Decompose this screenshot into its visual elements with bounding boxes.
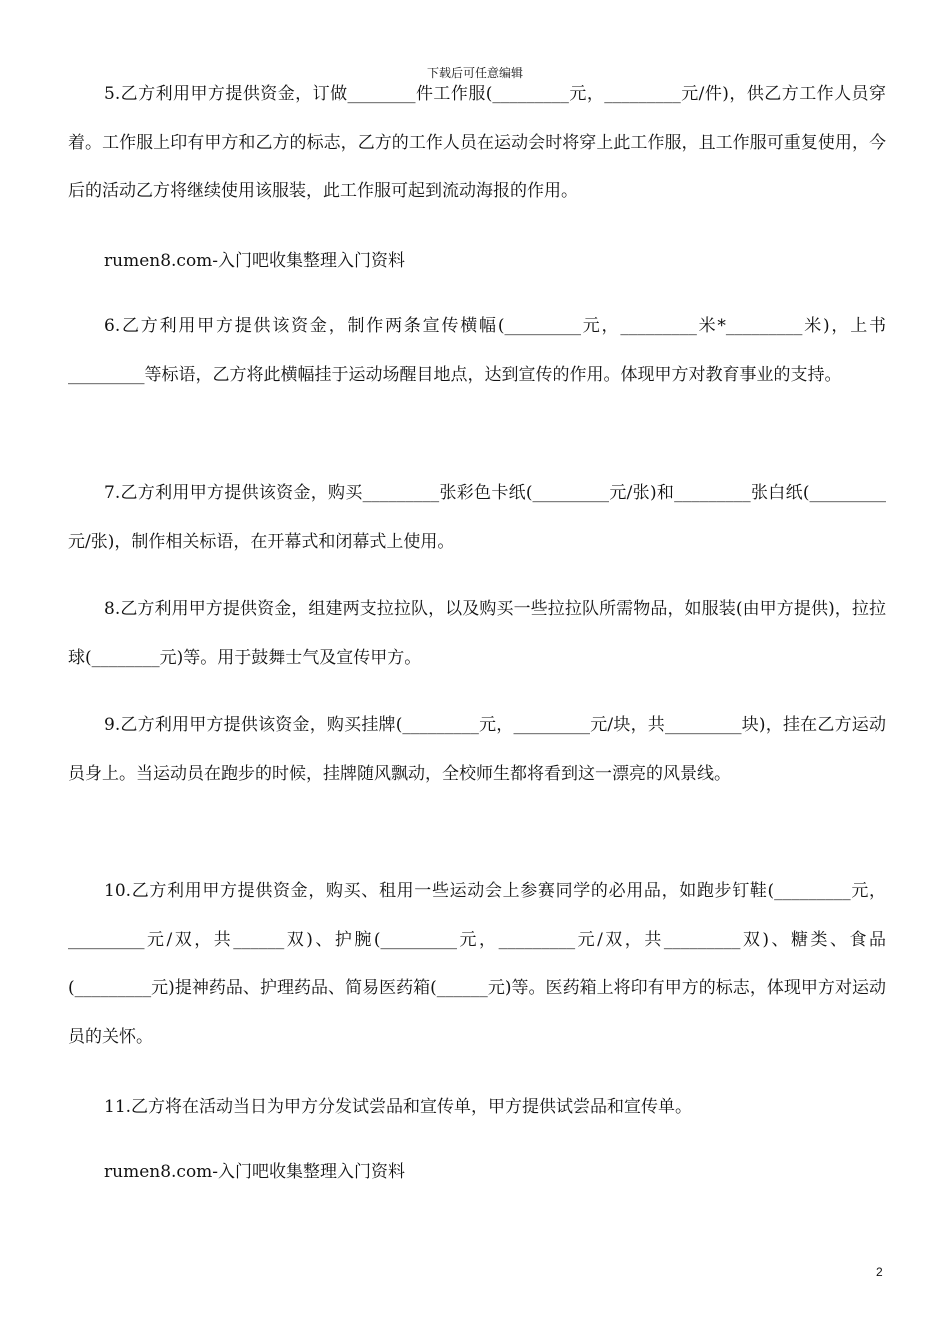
source-note: rumen8.com-入门吧收集整理入门资料 [104,251,406,271]
header-note: 下载后可任意编辑 [426,66,523,80]
clause-9: 9.乙方利用甲方提供该资金，购买挂牌(_________元，_________元/块，共_________块)，挂在乙方运动员身上。当运动员在跑步的时候，挂牌随风飘动，全校师生都将看到这一漂亮的风景线。 [68,715,886,784]
page-number: 2 [876,1265,883,1279]
clause-7: 7.乙方利用甲方提供该资金，购买_________张彩色卡纸(_________元/张)和_________张白纸(_________元/张)，制作相关标语，在开幕式和闭幕式上使用。 [68,483,886,552]
clause-10: 10.乙方利用甲方提供资金，购买、租用一些运动会上参赛同学的必用品，如跑步钉鞋(_________元，_________元/双，共______双)、护腕(_________元，_________元/双，共_________双)、糖类、食品(_________元)提神药品、护理药品、简易医药箱(______元)等。医药箱上将印有甲方的标志，体现甲方对运动员的关怀。 [68,881,886,1047]
clause-5: 5.乙方利用甲方提供资金，订做________件工作服(_________元，_________元/件)，供乙方工作人员穿着。工作服上印有甲方和乙方的标志，乙方的工作人员在运动会时将穿上此工作服，且工作服可重复使用，今后的活动乙方将继续使用该服装，此工作服可起到流动海报的作用。 [68,84,886,201]
source-note: rumen8.com-入门吧收集整理入门资料 [104,1162,406,1182]
clause-6: 6.乙方利用甲方提供该资金，制作两条宣传横幅(_________元，_________米*_________米)，上书_________等标语，乙方将此横幅挂于运动场醒目地点，达到宣传的作用。体现甲方对教育事业的支持。 [68,316,886,385]
clause-11: 11.乙方将在活动当日为甲方分发试尝品和宣传单，甲方提供试尝品和宣传单。 [104,1097,693,1117]
clause-8: 8.乙方利用甲方提供资金，组建两支拉拉队，以及购买一些拉拉队所需物品，如服装(由甲方提供)，拉拉球(________元)等。用于鼓舞士气及宣传甲方。 [68,599,886,668]
